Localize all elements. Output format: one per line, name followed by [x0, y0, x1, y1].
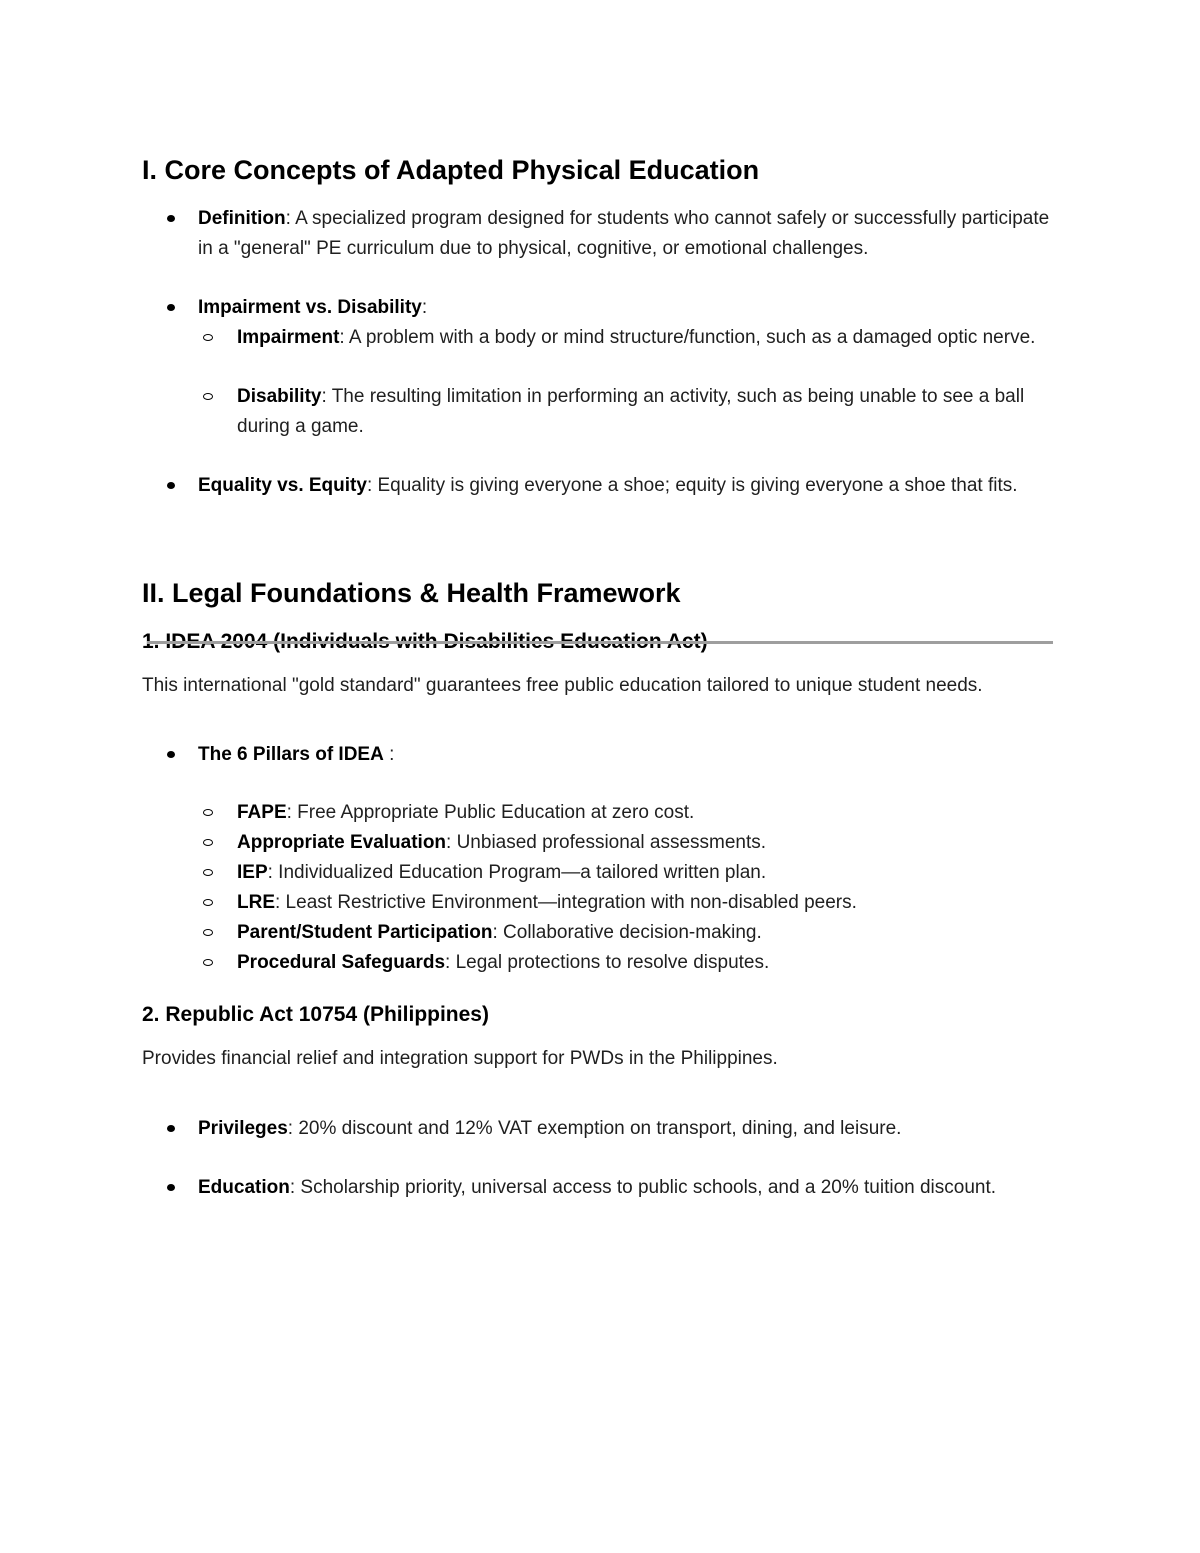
pillar-text: : Least Restrictive Environment—integration with non-disabled peers. [275, 892, 857, 913]
pillar-term: FAPE [237, 802, 287, 823]
document-page [142, 150, 1054, 1203]
idea-intro: This international "gold standard" guarantees free public education tailored to unique student needs. [142, 675, 983, 696]
list-item-education [142, 1173, 1054, 1203]
disability-text: : The resulting limitation in performing an activity, such as being unable to see a ball during a game. [237, 386, 1025, 437]
term-privileges: Privileges [198, 1118, 288, 1139]
list-item-definition [142, 204, 1054, 264]
term-equality-vs-equity: Equality vs. Equity [198, 475, 367, 496]
section-1-title: I. Core Concepts of Adapted Physical Education [142, 155, 760, 185]
ra-intro: Provides financial relief and integration support for PWDs in the Philippines. [142, 1048, 778, 1069]
equality-vs-equity-text: : Equality is giving everyone a shoe; equity is giving everyone a shoe that fits. [366, 475, 1018, 496]
horizontal-divider [147, 641, 1053, 644]
impairment-vs-disability-colon: : [421, 297, 428, 318]
pillars-label: The 6 Pillars of IDEA [198, 744, 384, 765]
education-text: : Scholarship priority, universal access to public schools, and a 20% tuition discount. [289, 1177, 997, 1198]
pillar-text: : Individualized Education Program—a tailored written plan. [267, 862, 767, 883]
privileges-text: : 20% discount and 12% VAT exemption on transport, dining, and leisure. [287, 1118, 902, 1139]
ra-privileges-list [142, 1114, 1054, 1144]
term-disability: Disability [237, 386, 322, 407]
list-item-pillars [142, 740, 1054, 770]
pillar-term: Parent/Student Participation [237, 922, 493, 943]
pillar-text: : Legal protections to resolve disputes. [445, 952, 770, 973]
section-2-title: II. Legal Foundations & Health Framework [142, 578, 681, 608]
pillar-item [142, 888, 1054, 918]
idea-pillars-list [142, 740, 1054, 770]
impairment-text: : A problem with a body or mind structure/function, such as a damaged optic nerve. [339, 327, 1036, 348]
pillar-term: Appropriate Evaluation [237, 832, 447, 853]
ra-education-list [142, 1173, 1054, 1203]
pillar-item [142, 858, 1054, 888]
pillars-sublist [142, 798, 1054, 978]
pillar-term: LRE [237, 892, 275, 913]
term-impairment: Impairment [237, 327, 340, 348]
idea-heading: 1. IDEA 2004 (Individuals with Disabilities Education Act) [142, 630, 708, 653]
sublist-item-disability [142, 382, 1054, 442]
sublist-item-impairment [142, 323, 1054, 353]
impairment-disability-list [142, 293, 1054, 323]
pillar-item [142, 948, 1054, 978]
pillar-term: IEP [237, 862, 268, 883]
pillar-text: : Collaborative decision-making. [492, 922, 762, 943]
pillars-suffix: : [383, 744, 395, 765]
ra-heading: 2. Republic Act 10754 (Philippines) [142, 1003, 489, 1026]
term-impairment-vs-disability: Impairment vs. Disability [198, 297, 422, 318]
term-definition: Definition [198, 208, 286, 229]
equality-equity-list [142, 471, 1054, 501]
definition-text: : A specialized program designed for students who cannot safely or successfully participate in a "general" PE curriculum due to physical, cognitive, or emotional challenges. [198, 208, 1050, 259]
pillar-item [142, 828, 1054, 858]
pillar-term: Procedural Safeguards [237, 952, 446, 973]
disability-sublist [142, 382, 1054, 442]
pillar-text: : Unbiased professional assessments. [446, 832, 767, 853]
impairment-sublist [142, 323, 1054, 353]
list-item-impairment-vs-disability [142, 293, 1054, 323]
pillar-item [142, 918, 1054, 948]
core-concepts-list [142, 204, 1054, 264]
pillar-item [142, 798, 1054, 828]
list-item-equality-vs-equity [142, 471, 1054, 501]
list-item-privileges [142, 1114, 1054, 1144]
term-education: Education [198, 1177, 290, 1198]
pillar-text: : Free Appropriate Public Education at zero cost. [286, 802, 695, 823]
